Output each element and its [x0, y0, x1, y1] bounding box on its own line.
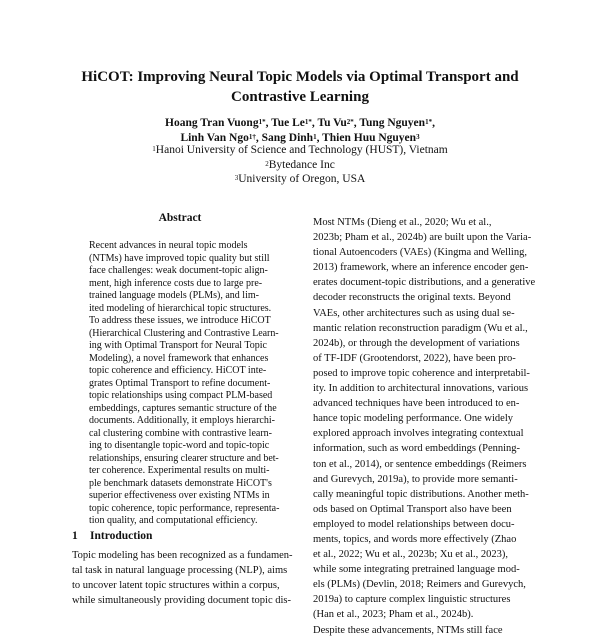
body-text-line: of TF-IDF (Grootendorst, 2022), have been pro-	[313, 352, 516, 364]
right-column-body	[313, 215, 535, 638]
affiliation-list	[0, 143, 600, 187]
body-text-line: erates document-topic distributions, and a generative	[313, 277, 536, 289]
abstract-line: embeddings, captures semantic structure of the	[89, 402, 277, 414]
abstract-line: relationships, ensuring clearer structure and bet-	[89, 452, 279, 464]
body-text-line: while some integrating pretrained language mod-	[313, 564, 520, 576]
author-mark: 1*	[304, 118, 312, 126]
abstract-line: ited modeling of hierarchical topic structures.	[89, 302, 272, 314]
abstract-heading: Abstract	[158, 212, 202, 224]
body-text-line: ods based on Optimal Transport also have been	[313, 503, 512, 515]
affiliation-2	[0, 158, 600, 173]
body-text-line: 2024b), or through the development of variations	[313, 337, 520, 349]
body-text-line: and Gurevych, 2019a), to provide more semanti-	[313, 473, 518, 485]
section-title: Introduction	[90, 530, 153, 542]
author-name: Linh Van Ngo	[180, 131, 249, 144]
affiliation-3	[0, 172, 600, 187]
abstract-line: To address these issues, we introduce HiCOT	[89, 315, 271, 326]
affiliation-1	[0, 143, 600, 158]
body-text-line: 2023b; Pham et al., 2024b) are built upon the Varia-	[313, 232, 532, 244]
abstract-body	[89, 240, 279, 528]
body-text-line: tional Autoencoders (VAEs) (Kingma and Welling,	[313, 247, 527, 259]
author-line-1: Hoang Tran Vuong$^{1*}$, Tue $Le^{1*}$, Tu $Vu^{2*}$, Tung Nguyen$^{1*}$,	[165, 117, 435, 129]
body-text-line: information, such as word embeddings (Penning-	[313, 443, 521, 455]
author-mark: 1	[313, 132, 317, 141]
abstract-line: trained language models (PLMs), and lim-	[89, 290, 259, 301]
abstract-line: (Hierarchical Clustering and Contrastive Learn-	[89, 327, 279, 339]
body-text-line: decoder reconstructs the original texts. Beyond	[313, 292, 511, 304]
abstract-line: Recent advances in neural topic models	[89, 240, 248, 251]
body-text-line: 2019a) to capture complex linguistic structures	[313, 594, 511, 606]
abstract-line: tion quality, and computational efficiency.	[89, 515, 258, 526]
title-line-2: Contrastive Learning	[231, 89, 369, 105]
body-text-line: 2013) framework, where an inference encoder gen-	[313, 262, 529, 274]
abstract-line: topic coherence and efficiency. HiCOT inte-	[89, 365, 267, 376]
body-text-line: et al., 2022; Wu et al., 2023b; Xu et al., 2023),	[313, 549, 509, 561]
section-heading-introduction	[72, 530, 152, 542]
body-text-line: ments, topics, and words more effectively (Zhao	[313, 533, 517, 545]
affiliation-text: Hanoi University of Science and Technology (HUST), Vietnam	[155, 144, 448, 156]
body-text-line: els (PLMs) (Devlin, 2018; Reimers and Gurevych,	[313, 579, 526, 591]
author-name: Sang Dinh	[261, 131, 314, 144]
body-text-line: employed to model relationships between docu-	[313, 518, 515, 530]
introduction-line: while simultaneously providing document topic dis-	[72, 595, 292, 606]
introduction-line: to uncover latent topic structures within a corpus,	[72, 580, 280, 591]
body-text-line: hance topic modeling performance. One widely	[313, 413, 514, 425]
author-mark: 3	[416, 132, 420, 141]
body-text-line: ton et al., 2014), or sentence embeddings (Reimers	[313, 458, 527, 470]
section-number: 1	[72, 530, 78, 542]
body-text-line: VAEs, other architectures such as using dual se-	[313, 307, 515, 319]
body-text-line: advanced techniques have been introduced to en-	[313, 398, 520, 410]
introduction-line: Topic modeling has been recognized as a fundamen-	[72, 550, 293, 561]
body-text-line: Despite these advancements, NTMs still face	[313, 624, 503, 636]
abstract-line: cal clustering combine with contrastive learn-	[89, 427, 272, 439]
author-name: Thien Huu Nguyen	[322, 131, 417, 144]
author-list	[0, 116, 600, 145]
abstract-line: topic relationships using compact PLM-based	[89, 390, 273, 401]
introduction-line: tal task in natural language processing (NLP), aims	[72, 565, 288, 576]
author-mark: 1*	[258, 118, 266, 126]
body-text-line: Most NTMs (Dieng et al., 2020; Wu et al.,	[313, 217, 492, 228]
body-text-line: (Han et al., 2023; Pham et al., 2024b).	[313, 609, 474, 621]
abstract-line: superior effectiveness over existing NTMs in	[89, 490, 270, 501]
author-name: Hoang Tran Vuong	[165, 117, 259, 129]
abstract-line: documents. Additionally, it employs hierarchi-	[89, 415, 275, 426]
abstract-line: ter coherence. Experimental results on multi-	[89, 465, 270, 476]
author-mark: 1*	[425, 118, 433, 126]
author-mark: 1†	[248, 132, 256, 141]
abstract-line: topic coherence, topic performance, representa-	[89, 502, 280, 514]
body-text-line: mantic relation reconstruction paradigm (Wu et al.,	[313, 322, 528, 334]
author-name: Tung Nguyen	[359, 117, 426, 129]
abstract-line: face challenges: weak document-topic align-	[89, 265, 268, 276]
abstract-line: ing with Optimal Transport for Neural Topic	[89, 340, 267, 351]
body-text-line: posed to improve topic coherence and interpretabil-	[313, 367, 530, 379]
affiliation-text: University of Oregon, USA	[238, 173, 366, 185]
abstract-line: ing to disentangle topic-word and topic-topic	[89, 440, 270, 451]
affiliation-mark: 2	[265, 159, 269, 168]
abstract-line: Modeling), a novel framework that enhances	[89, 352, 269, 364]
body-text-line: explored approach involves integrating contextual	[313, 428, 524, 440]
author-line-2: Linh Van Ngo$^{1\dagger}$, Sang Dinh$^1$, Thien Huu Nguyen$^3$	[180, 131, 420, 144]
body-text-line: cally meaningful topic distributions. Another meth-	[313, 488, 529, 500]
title-line-1: HiCOT: Improving Neural Topic Models via Optimal Transport and	[81, 69, 519, 85]
author-name: Tue Le	[271, 117, 305, 129]
body-text-line: ity. In addition to architectural innovations, various	[313, 383, 529, 395]
abstract-line: ment, high inference costs due to large pre-	[89, 277, 263, 289]
abstract-line: (NTMs) have improved topic quality but still	[89, 252, 270, 264]
affiliation-text: Bytedance Inc	[268, 158, 335, 171]
paper-title	[0, 67, 600, 107]
abstract-line: grates Optimal Transport to refine document-	[89, 377, 271, 389]
affiliation-mark: 1	[152, 145, 156, 153]
affiliation-mark: 3	[234, 174, 239, 182]
author-name: Tu Vu	[317, 117, 347, 129]
author-mark: 2*	[346, 118, 354, 126]
introduction-body	[72, 548, 302, 608]
abstract-line: ple benchmark datasets demonstrate HiCOT's	[89, 477, 272, 489]
